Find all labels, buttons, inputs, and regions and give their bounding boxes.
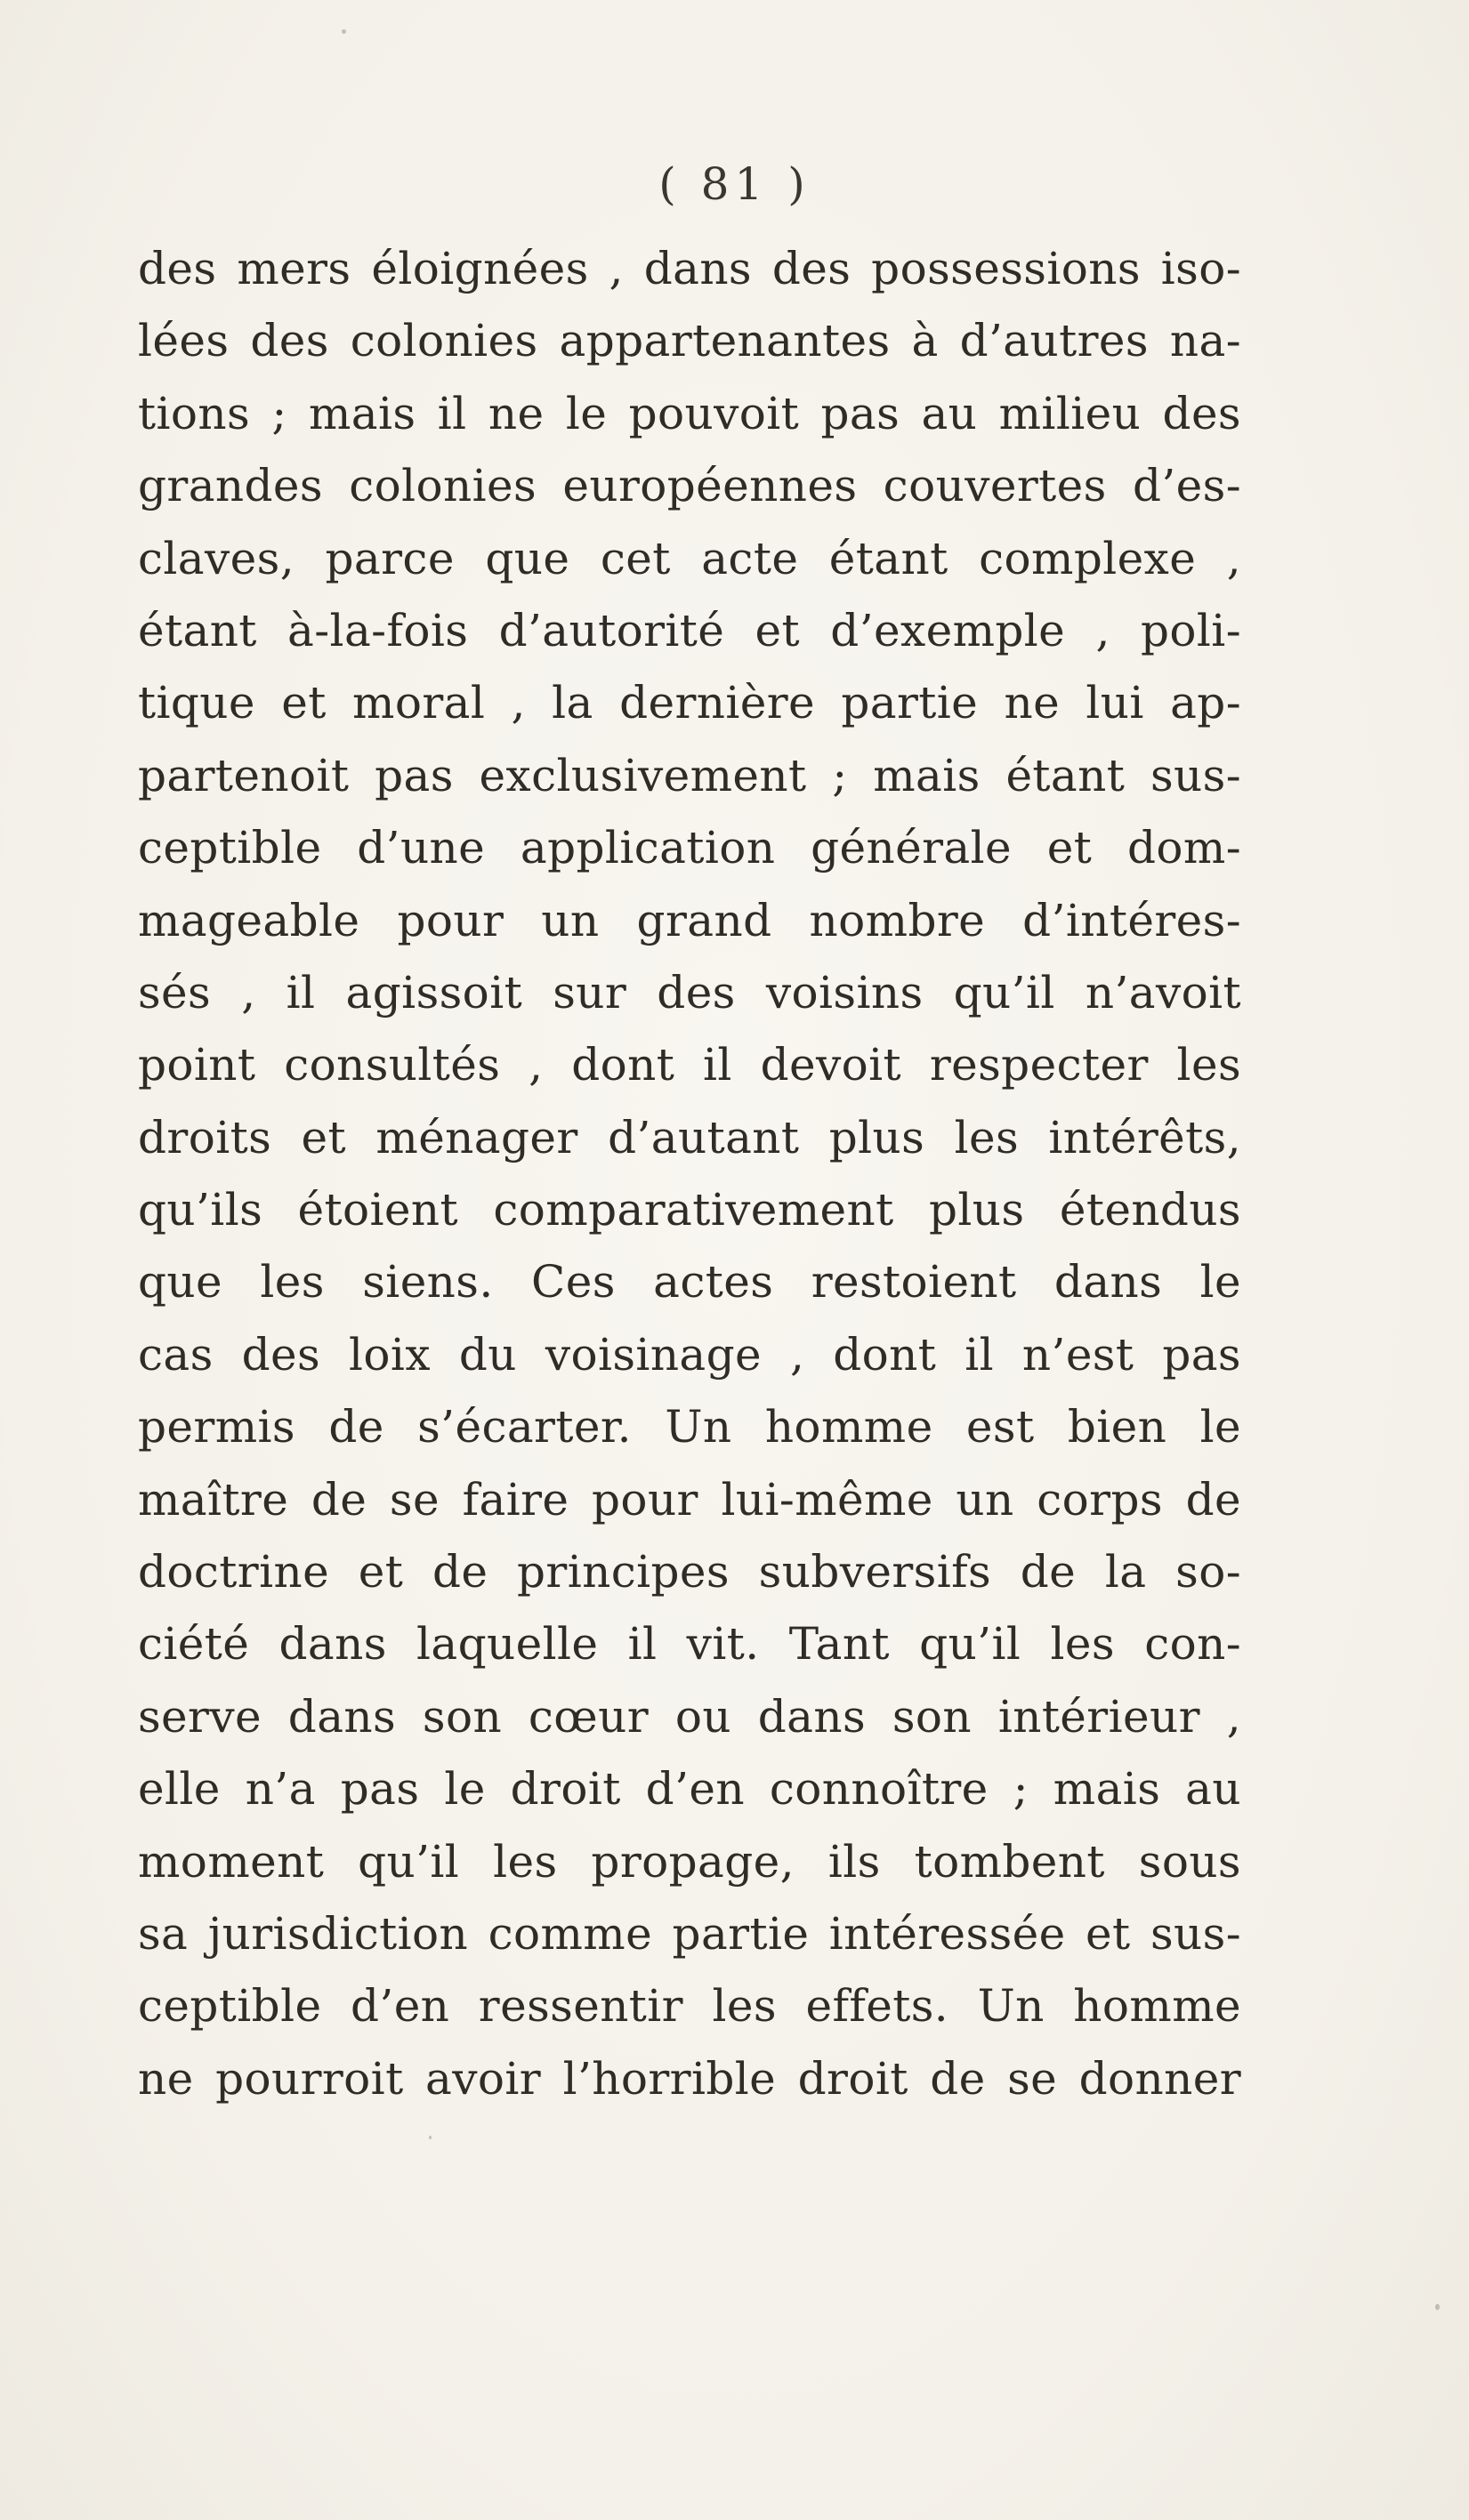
text-line: des mers éloignées , dans des possessions iso- (138, 243, 1241, 294)
text-line: claves, parce que cet acte étant complexe , (138, 532, 1241, 584)
text-line: point consultés , dont il devoit respecter les (138, 1039, 1241, 1091)
text-line: elle n’a pas le droit d’en connoître ; mais au (138, 1763, 1241, 1816)
paper-speck (342, 29, 346, 34)
text-line: lées des colonies appartenantes à d’autres na- (138, 315, 1241, 367)
text-line: ne pourroit avoir l’horrible droit de se donner (138, 2052, 1241, 2105)
text-line: qu’ils étoient comparativement plus étendus (138, 1184, 1241, 1236)
text-line: sa jurisdiction comme partie intéressée et sus- (138, 1907, 1241, 1960)
text-line: droits et ménager d’autant plus les intérêts, (138, 1111, 1241, 1163)
text-line: ciété dans laquelle il vit. Tant qu’il les con- (138, 1618, 1241, 1671)
text-line: mageable pour un grand nombre d’intéres- (138, 894, 1241, 946)
text-line: moment qu’il les propage, ils tombent sous (138, 1835, 1241, 1888)
text-line: ceptible d’une application générale et dom- (138, 822, 1241, 874)
text-line: serve dans son cœur ou dans son intérieur , (138, 1690, 1241, 1743)
text-line: sés , il agissoit sur des voisins qu’il n’avoit (138, 966, 1241, 1018)
text-line: doctrine et de principes subversifs de la so- (138, 1546, 1241, 1598)
text-line: maître de se faire pour lui-même un corps de (138, 1473, 1241, 1526)
paper-speck (1435, 2304, 1440, 2310)
page-number: ( 81 ) (658, 158, 811, 210)
text-line: tions ; mais il ne le pouvoit pas au milieu des (138, 387, 1241, 439)
paper-speck (429, 2136, 432, 2139)
text-line: permis de s’écarter. Un homme est bien le (138, 1401, 1241, 1453)
text-line: partenoit pas exclusivement ; mais étant sus- (138, 749, 1241, 801)
text-line: étant à-la-fois d’autorité et d’exemple , poli- (138, 604, 1241, 656)
text-line: cas des loix du voisinage , dont il n’est pas (138, 1328, 1241, 1381)
text-line: tique et moral , la dernière partie ne lui ap- (138, 677, 1241, 729)
body-text (138, 233, 1241, 2115)
text-line: que les siens. Ces actes restoient dans le (138, 1256, 1241, 1308)
text-line: grandes colonies européennes couvertes d’es- (138, 460, 1241, 512)
text-line: ceptible d’en ressentir les effets. Un homme (138, 1980, 1241, 2033)
